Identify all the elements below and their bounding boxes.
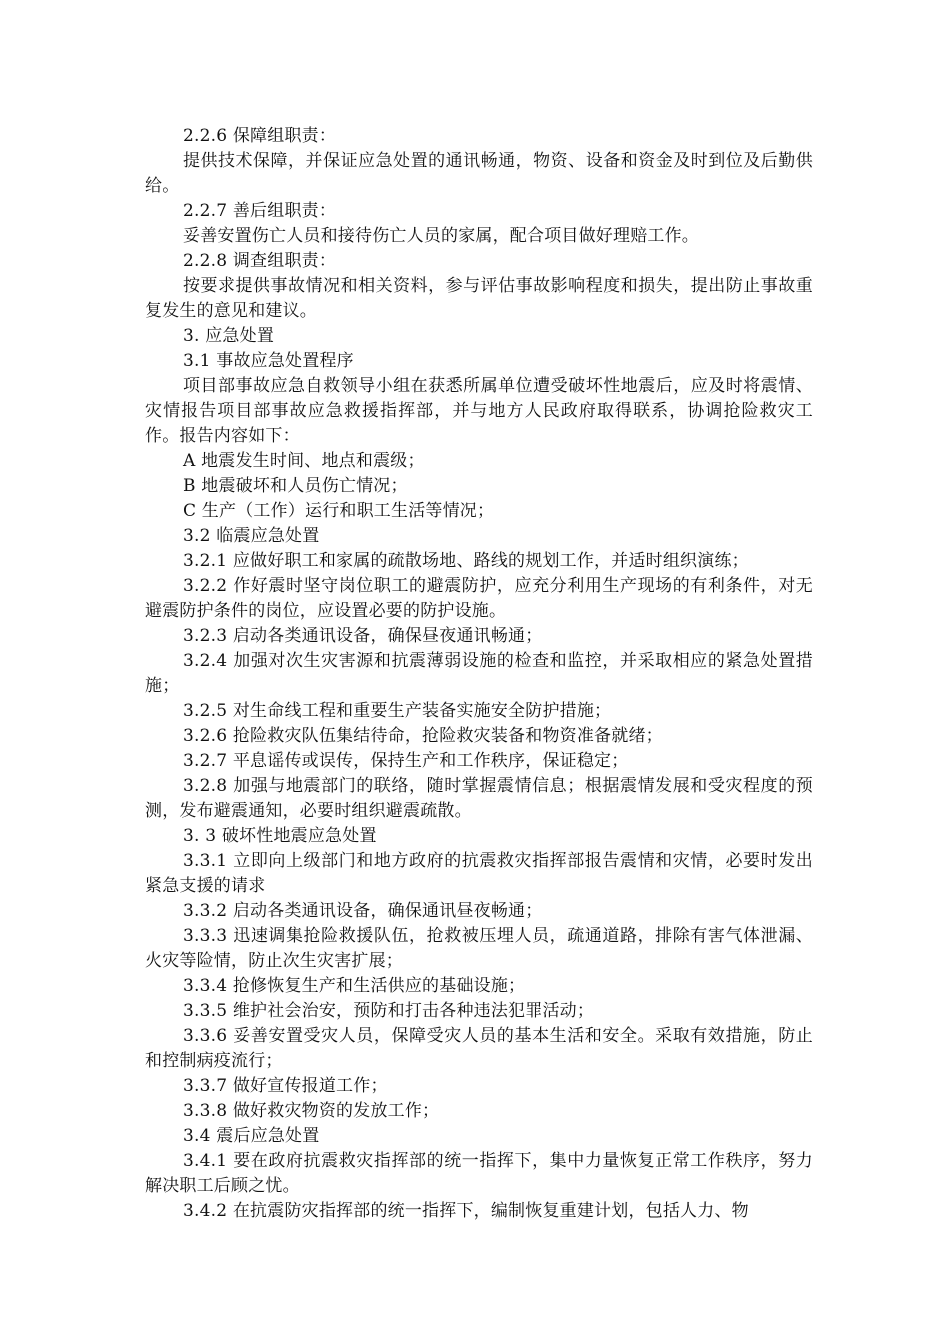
subsection-heading: 3. 3 破坏性地震应急处置 [183,826,377,846]
paragraph: 3.4.2 在抗震防灾指挥部的统一指挥下，编制恢复重建计划，包括人力、物 [183,1201,749,1221]
paragraph: 3.3.5 维护社会治安，预防和打击各种违法犯罪活动； [183,1001,595,1021]
paragraph: 提供技术保障，并保证应急处置的通讯畅通，物资、设备和资金及时到位及后勤供给。 [145,151,813,196]
list-item: B 地震破坏和人员伤亡情况； [183,476,408,496]
paragraph: 妥善安置伤亡人员和接待伤亡人员的家属，配合项目做好理赔工作。 [183,226,699,246]
section-heading: 3. 应急处置 [183,326,275,346]
paragraph: 2.2.6 保障组职责： [183,126,337,146]
paragraph: 3.2.5 对生命线工程和重要生产装备实施安全防护措施； [183,701,612,721]
paragraph: 3.3.4 抢修恢复生产和生活供应的基础设施； [183,976,526,996]
paragraph: 3.2.1 应做好职工和家属的疏散场地、路线的规划工作，并适时组织演练； [183,551,749,571]
paragraph: 3.2.8 加强与地震部门的联络，随时掌握震情信息；根据震情发展和受灾程度的预测，发布避震通知，必要时组织避震疏散。 [145,776,813,821]
paragraph: 2.2.8 调查组职责： [183,251,337,271]
paragraph: 3.2.4 加强对次生灾害源和抗震薄弱设施的检查和监控，并采取相应的紧急处置措施； [145,651,813,696]
paragraph: 3.3.6 妥善安置受灾人员，保障受灾人员的基本生活和安全。采取有效措施，防止和控制病疫流行； [145,1026,813,1071]
list-item: A 地震发生时间、地点和震级； [183,451,425,471]
subsection-heading: 3.2 临震应急处置 [183,526,320,546]
paragraph: 3.3.3 迅速调集抢险救援队伍，抢救被压埋人员，疏通道路，排除有害气体泄漏、火灾等险情，防止次生灾害扩展； [145,926,813,971]
paragraph: 3.2.2 作好震时坚守岗位职工的避震防护，应充分利用生产现场的有利条件，对无避震防护条件的岗位，应设置必要的防护设施。 [145,576,813,621]
list-item: C 生产（工作）运行和职工生活等情况； [183,501,495,521]
subsection-heading: 3.1 事故应急处置程序 [183,351,354,371]
paragraph: 3.2.7 平息谣传或误传，保持生产和工作秩序，保证稳定； [183,751,629,771]
paragraph: 2.2.7 善后组职责： [183,201,337,221]
paragraph: 3.4.1 要在政府抗震救灾指挥部的统一指挥下，集中力量恢复正常工作秩序，努力解决职工后顾之忧。 [145,1151,813,1196]
document-body [145,124,813,1224]
paragraph: 3.3.1 立即向上级部门和地方政府的抗震救灾指挥部报告震情和灾情，必要时发出紧急支援的请求 [145,851,813,896]
paragraph: 项目部事故应急自救领导小组在获悉所属单位遭受破坏性地震后，应及时将震情、灾情报告项目部事故应急救援指挥部，并与地方人民政府取得联系，协调抢险救灾工作。报告内容如下： [145,376,813,446]
paragraph: 3.3.2 启动各类通讯设备，确保通讯昼夜畅通； [183,901,543,921]
paragraph: 按要求提供事故情况和相关资料，参与评估事故影响程度和损失，提出防止事故重复发生的意见和建议。 [145,276,813,321]
subsection-heading: 3.4 震后应急处置 [183,1126,320,1146]
paragraph: 3.3.8 做好救灾物资的发放工作； [183,1101,440,1121]
paragraph: 3.2.3 启动各类通讯设备，确保昼夜通讯畅通； [183,626,543,646]
paragraph: 3.3.7 做好宣传报道工作； [183,1076,388,1096]
paragraph: 3.2.6 抢险救灾队伍集结待命，抢险救灾装备和物资准备就绪； [183,726,663,746]
